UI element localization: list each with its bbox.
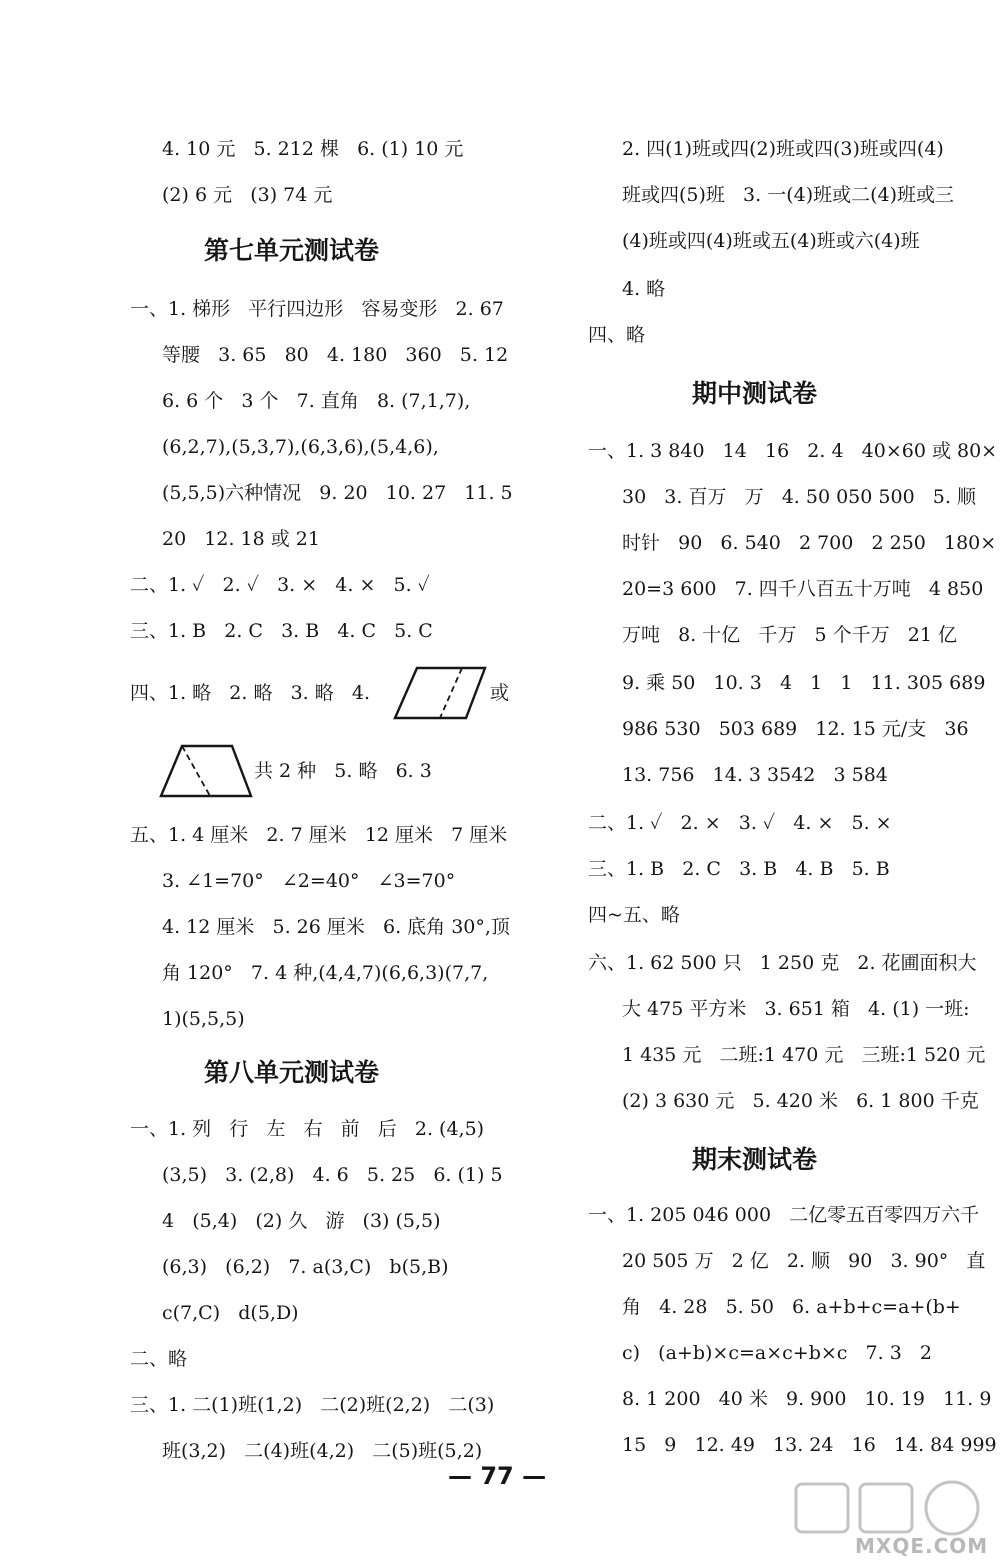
answer-line: 6. 6 个 3 个 7. 直角 8. (7,1,7),	[162, 390, 471, 412]
answer-line: 一、1. 205 046 000 二亿零五百零四万六千	[588, 1204, 980, 1226]
answer-line: 20 505 万 2 亿 2. 顺 90 3. 90° 直	[622, 1250, 986, 1272]
answer-line: c(7,C) d(5,D)	[162, 1302, 299, 1324]
answer-line: 万吨 8. 十亿 千万 5 个千万 21 亿	[622, 624, 957, 646]
section-heading-unit8: 第八单元测试卷	[204, 1058, 380, 1087]
answer-line: (6,2,7),(5,3,7),(6,3,6),(5,4,6),	[162, 436, 439, 458]
answer-line: 13. 756 14. 3 3542 3 584	[622, 764, 888, 786]
answer-line: 一、1. 3 840 14 16 2. 4 40×60 或 80×	[588, 440, 998, 462]
section-heading-unit7: 第七单元测试卷	[204, 236, 380, 265]
answer-line: (6,3) (6,2) 7. a(3,C) b(5,B)	[162, 1256, 449, 1278]
answer-line: 8. 1 200 40 米 9. 900 10. 19 11. 9	[622, 1388, 992, 1410]
answer-line: 或	[490, 682, 510, 704]
answer-line: 30 3. 百万 万 4. 50 050 500 5. 顺	[622, 486, 976, 508]
answer-line: 4. 略	[622, 278, 666, 300]
answer-line: 2. 四(1)班或四(2)班或四(3)班或四(4)	[622, 138, 944, 160]
answer-line: 角 120° 7. 4 种,(4,4,7)(6,6,3)(7,7,	[162, 962, 489, 984]
answer-line: 986 530 503 689 12. 15 元/支 36	[622, 718, 969, 740]
answer-line: 时针 90 6. 540 2 700 2 250 180×	[622, 532, 997, 554]
answer-line: 三、1. 二(1)班(1,2) 二(2)班(2,2) 二(3)	[130, 1394, 495, 1416]
trapezoid-figure-1	[392, 664, 488, 722]
answer-line: 六、1. 62 500 只 1 250 克 2. 花圃面积大	[588, 952, 977, 974]
answer-line: 共 2 种 5. 略 6. 3	[254, 760, 432, 782]
trapezoid-figure-2	[158, 742, 254, 800]
section-heading-final: 期末测试卷	[692, 1145, 818, 1174]
answer-line: 五、1. 4 厘米 2. 7 厘米 12 厘米 7 厘米	[130, 824, 508, 846]
answer-line: 15 9 12. 49 13. 24 16 14. 84 999	[622, 1434, 997, 1456]
answer-line: 4. 12 厘米 5. 26 厘米 6. 底角 30°,顶	[162, 916, 510, 938]
answer-line: (4)班或四(4)班或五(4)班或六(4)班	[622, 230, 920, 252]
answer-line: 四、略	[588, 324, 646, 346]
page-number: — 77 —	[448, 1462, 547, 1490]
answer-line: 二、1. ✓ 2. × 3. ✓ 4. × 5. ×	[588, 812, 892, 834]
answer-line: 一、1. 梯形 平行四边形 容易变形 2. 67	[130, 298, 504, 320]
answer-line: 班或四(5)班 3. 一(4)班或二(4)班或三	[622, 184, 955, 206]
answer-line: 二、略	[130, 1348, 188, 1370]
answer-line: 20 12. 18 或 21	[162, 528, 320, 550]
watermark-text: MXQE.COM	[855, 1534, 989, 1558]
answer-line: 二、1. ✓ 2. ✓ 3. × 4. × 5. ✓	[130, 574, 430, 596]
answer-line: 班(3,2) 二(4)班(4,2) 二(5)班(5,2)	[162, 1440, 483, 1462]
answer-line: 角 4. 28 5. 50 6. a+b+c=a+(b+	[622, 1296, 961, 1318]
answer-line: (2) 3 630 元 5. 420 米 6. 1 800 千克	[622, 1090, 979, 1112]
answer-line: (5,5,5)六种情况 9. 20 10. 27 11. 5	[162, 482, 513, 504]
answer-line: 1 435 元 二班:1 470 元 三班:1 520 元	[622, 1044, 986, 1066]
answer-line: 3. ∠1=70° ∠2=40° ∠3=70°	[162, 870, 456, 892]
answer-line: 四~五、略	[588, 904, 680, 926]
section-heading-midterm: 期中测试卷	[692, 379, 818, 408]
answer-line: (2) 6 元 (3) 74 元	[162, 184, 333, 206]
answer-line: 三、1. B 2. C 3. B 4. C 5. C	[130, 620, 433, 642]
answer-line: 1)(5,5,5)	[162, 1008, 245, 1030]
answer-line: 一、1. 列 行 左 右 前 后 2. (4,5)	[130, 1118, 485, 1140]
answer-line: 20=3 600 7. 四千八百五十万吨 4 850	[622, 578, 984, 600]
answer-line: 大 475 平方米 3. 651 箱 4. (1) 一班:	[622, 998, 970, 1020]
answer-line: 四、1. 略 2. 略 3. 略 4.	[130, 682, 370, 704]
answer-line: (3,5) 3. (2,8) 4. 6 5. 25 6. (1) 5	[162, 1164, 503, 1186]
answer-line: c) (a+b)×c=a×c+b×c 7. 3 2	[622, 1342, 933, 1364]
answer-line: 9. 乘 50 10. 3 4 1 1 11. 305 689	[622, 672, 986, 694]
answer-line: 4 (5,4) (2) 久 游 (3) (5,5)	[162, 1210, 441, 1232]
answer-line: 三、1. B 2. C 3. B 4. B 5. B	[588, 858, 890, 880]
answer-line: 4. 10 元 5. 212 棵 6. (1) 10 元	[162, 138, 464, 160]
answer-line: 等腰 3. 65 80 4. 180 360 5. 12	[162, 344, 509, 366]
